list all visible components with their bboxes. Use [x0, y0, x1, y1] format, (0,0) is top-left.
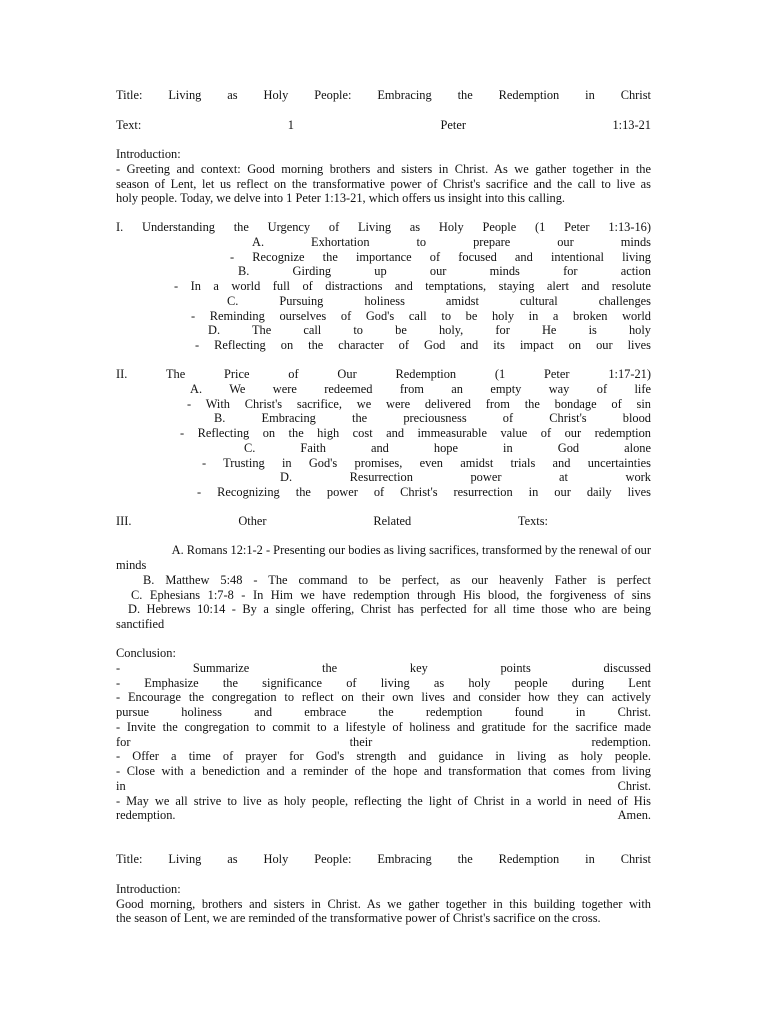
intro-line: - Greeting and context: Good morning brothers and sisters in Christ. As we gather together in the — [116, 162, 651, 176]
section2-heading: II. The Price of Our Redemption (1 Peter 1:17-21) — [116, 367, 651, 381]
sermon-intro-line: the season of Lent, we are reminded of the transformative power of Christ's sacrifice on the cross. — [116, 911, 601, 925]
section1-line: - Recognize the importance of focused and intentional living — [230, 250, 651, 264]
section3-heading: III. Other Related Texts: — [116, 514, 548, 528]
outline-title: Title: Living as Holy People: Embracing the Redemption in Christ — [116, 88, 651, 102]
sermon-title: Title: Living as Holy People: Embracing the Redemption in Christ — [116, 852, 651, 866]
conclusion-line: - Invite the congregation to commit to a lifestyle of holiness and gratitude for the sacrifice made — [116, 720, 651, 734]
section1-line: - In a world full of distractions and temptations, staying alert and resolute — [174, 279, 651, 293]
conclusion-line: - Emphasize the significance of living as holy people during Lent — [116, 676, 651, 690]
sermon-intro-line: Good morning, brothers and sisters in Christ. As we gather together in this building together with — [116, 897, 651, 911]
section1-heading: I. Understanding the Urgency of Living as Holy People (1 Peter 1:13-16) — [116, 220, 651, 234]
scripture-text: Text: 1 Peter 1:13-21 — [116, 118, 651, 132]
conclusion-line: - Summarize the key points discussed — [116, 661, 651, 675]
section1-line: C. Pursuing holiness amidst cultural challenges — [227, 294, 651, 308]
related-text-line: A. Romans 12:1-2 - Presenting our bodies as living sacrifices, transformed by the renewal of our — [171, 543, 651, 557]
conclusion-line: - Offer a time of prayer for God's strength and guidance in living as holy people. — [116, 749, 651, 763]
related-text-line: B. Matthew 5:48 - The command to be perfect, as our heavenly Father is perfect — [143, 573, 651, 587]
related-text-line: sanctified — [116, 617, 165, 631]
intro-heading: Introduction: — [116, 147, 181, 161]
conclusion-line: for their redemption. — [116, 735, 651, 749]
section1-line: B. Girding up our minds for action — [238, 264, 651, 278]
related-text-line: D. Hebrews 10:14 - By a single offering, Christ has perfected for all time those who are being — [128, 602, 651, 616]
sermon-intro-heading: Introduction: — [116, 882, 181, 896]
related-text-line: minds — [116, 558, 147, 572]
section2-line: B. Embracing the preciousness of Christ's blood — [214, 411, 651, 425]
section2-line: - Recognizing the power of Christ's resurrection in our daily lives — [197, 485, 651, 499]
section2-line: D. Resurrection power at work — [280, 470, 651, 484]
section1-line: A. Exhortation to prepare our minds — [252, 235, 651, 249]
related-text-line: C. Ephesians 1:7-8 - In Him we have redemption through His blood, the forgiveness of sins — [131, 588, 651, 602]
conclusion-line: redemption. Amen. — [116, 808, 651, 822]
section2-line: A. We were redeemed from an empty way of life — [190, 382, 651, 396]
section1-line: - Reminding ourselves of God's call to be holy in a broken world — [191, 309, 651, 323]
intro-line: holy people. Today, we delve into 1 Peter 1:13-21, which offers us insight into this calling. — [116, 191, 566, 205]
conclusion-line: - Close with a benediction and a reminder of the hope and transformation that comes from living — [116, 764, 651, 778]
conclusion-heading: Conclusion: — [116, 646, 176, 660]
section2-line: - Trusting in God's promises, even amidst trials and uncertainties — [202, 456, 651, 470]
section2-line: C. Faith and hope in God alone — [244, 441, 651, 455]
conclusion-line: pursue holiness and embrace the redemption found in Christ. — [116, 705, 651, 719]
section2-line: - With Christ's sacrifice, we were delivered from the bondage of sin — [187, 397, 651, 411]
conclusion-line: - Encourage the congregation to reflect on their own lives and consider how they can actively — [116, 690, 651, 704]
section1-line: D. The call to be holy, for He is holy — [208, 323, 651, 337]
section2-line: - Reflecting on the high cost and immeasurable value of our redemption — [180, 426, 651, 440]
conclusion-line: in Christ. — [116, 779, 651, 793]
conclusion-line: - May we all strive to live as holy people, reflecting the light of Christ in a world in need of His — [116, 794, 651, 808]
intro-line: season of Lent, let us reflect on the transformative power of Christ's sacrifice and the call to live as — [116, 177, 651, 191]
section1-line: - Reflecting on the character of God and its impact on our lives — [195, 338, 651, 352]
